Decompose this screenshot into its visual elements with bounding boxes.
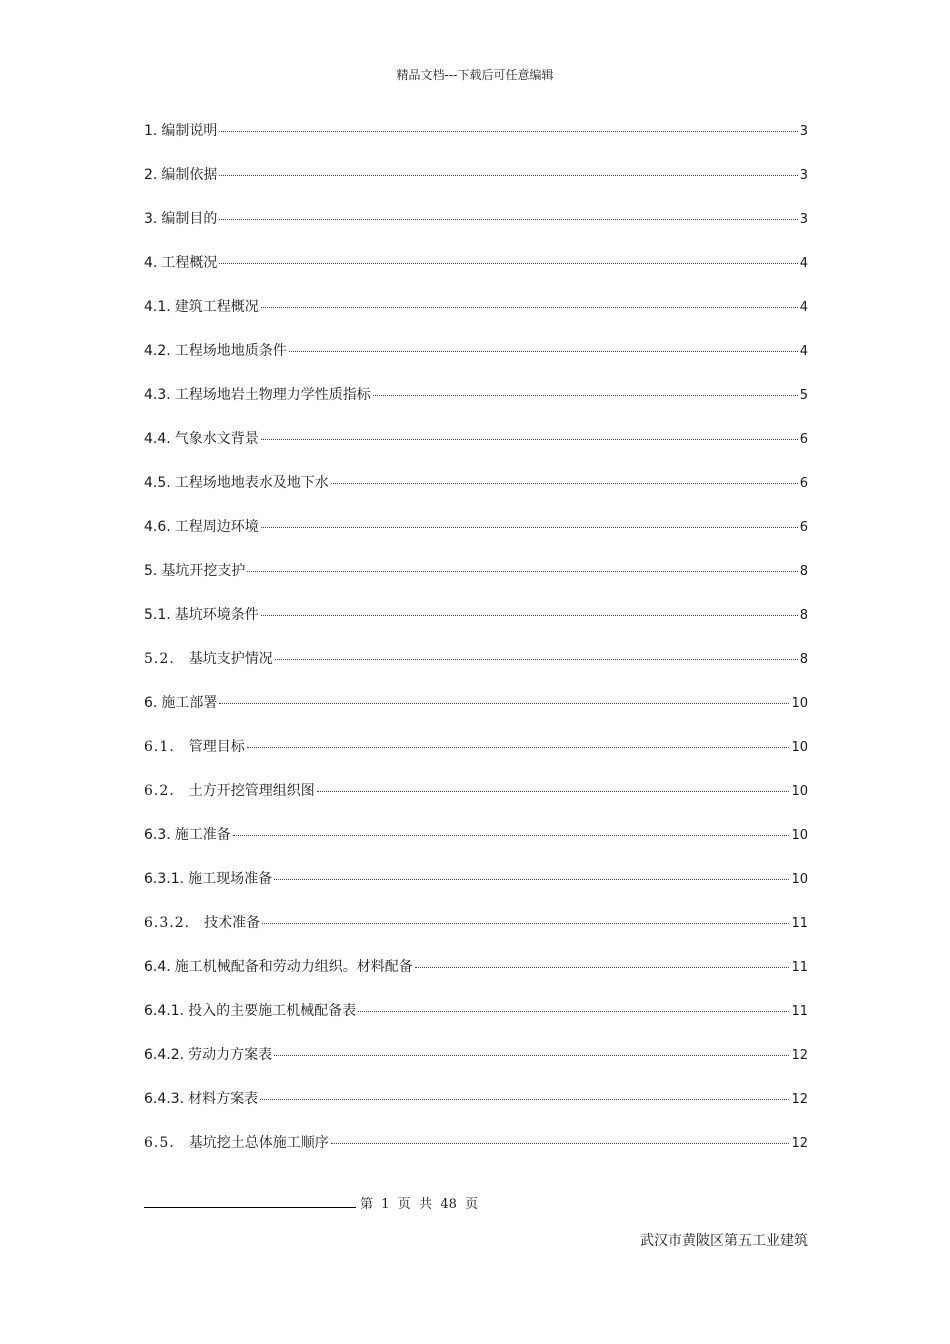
toc-dot-leader — [261, 527, 798, 528]
toc-entry[interactable] — [144, 428, 808, 472]
toc-entry[interactable] — [144, 472, 808, 516]
toc-entry-page: 12 — [791, 1092, 808, 1107]
toc-dot-leader — [262, 923, 789, 924]
toc-entry[interactable] — [144, 692, 808, 736]
toc-entry-title: 工程场地地质条件 — [174, 343, 287, 359]
toc-entry-title: 施工部署 — [161, 695, 218, 711]
toc-entry-title: 工程场地地表水及地下水 — [174, 475, 329, 491]
toc-entry-number: 6.2. — [144, 783, 175, 799]
toc-entry-number: 4.5. — [144, 475, 171, 491]
toc-entry-page: 11 — [791, 916, 808, 931]
toc-entry-page: 6 — [799, 520, 808, 535]
toc-dot-leader — [247, 747, 790, 748]
toc-entry-number: 4.4. — [144, 431, 171, 447]
toc-entry-number: 5.2. — [144, 651, 175, 667]
toc-entry[interactable] — [144, 868, 808, 912]
toc-entry-number: 6.3.2. — [144, 915, 191, 931]
toc-entry-title: 施工现场准备 — [188, 871, 273, 887]
page-header: 精品文档---下载后可任意编辑 — [396, 68, 554, 82]
toc-dot-leader — [289, 351, 798, 352]
toc-entry[interactable] — [144, 824, 808, 868]
toc-entry[interactable] — [144, 956, 808, 1000]
toc-entry[interactable] — [144, 208, 808, 252]
toc-entry-number: 3. — [144, 211, 158, 227]
toc-entry-page: 8 — [799, 652, 808, 667]
toc-entry-page: 10 — [791, 872, 808, 887]
toc-entry-number: 6. — [144, 695, 158, 711]
toc-entry-page: 10 — [791, 828, 808, 843]
toc-entry[interactable] — [144, 120, 808, 164]
toc-entry[interactable] — [144, 1132, 808, 1176]
toc-dot-leader — [331, 1143, 790, 1144]
toc-entry-title: 管理目标 — [188, 739, 245, 755]
toc-entry-number: 5.1. — [144, 607, 171, 623]
toc-entry[interactable] — [144, 780, 808, 824]
toc-entry-page: 3 — [799, 212, 808, 227]
toc-entry-title: 施工准备 — [174, 827, 231, 843]
toc-entry-number: 4.2. — [144, 343, 171, 359]
footer-rule — [144, 1207, 356, 1208]
toc-entry-page: 8 — [799, 564, 808, 579]
toc-entry-title: 投入的主要施工机械配备表 — [188, 1003, 357, 1019]
toc-entry[interactable] — [144, 736, 808, 780]
toc-entry-title: 编制目的 — [161, 211, 218, 227]
toc-entry[interactable] — [144, 604, 808, 648]
toc-entry-title: 编制说明 — [161, 123, 218, 139]
toc-entry[interactable] — [144, 516, 808, 560]
toc-entry-number: 6.4.1. — [144, 1003, 185, 1019]
toc-entry-page: 4 — [799, 300, 808, 315]
toc-entry-page: 10 — [791, 740, 808, 755]
toc-entry-page: 8 — [799, 608, 808, 623]
toc-dot-leader — [260, 1099, 789, 1100]
toc-dot-leader — [233, 835, 790, 836]
toc-entry-page: 3 — [799, 168, 808, 183]
toc-entry-number: 6.5. — [144, 1135, 175, 1151]
toc-entry[interactable] — [144, 648, 808, 692]
toc-entry-page: 11 — [791, 960, 808, 975]
toc-entry-title: 气象水文背景 — [174, 431, 259, 447]
toc-entry[interactable] — [144, 560, 808, 604]
toc-entry-number: 6.4.2. — [144, 1047, 185, 1063]
toc-entry-title: 技术准备 — [204, 915, 261, 931]
toc-entry-number: 2. — [144, 167, 158, 183]
toc-entry-page: 12 — [791, 1048, 808, 1063]
toc-entry-number: 4.1. — [144, 299, 171, 315]
toc-entry-page: 10 — [791, 696, 808, 711]
toc-entry-title: 土方开挖管理组织图 — [188, 783, 315, 799]
toc-entry-title: 工程概况 — [161, 255, 218, 271]
toc-entry-title: 工程场地岩土物理力学性质指标 — [174, 387, 371, 403]
toc-entry-title: 建筑工程概况 — [174, 299, 259, 315]
toc-entry-title: 工程周边环境 — [174, 519, 259, 535]
toc-entry-number: 6.4. — [144, 959, 171, 975]
company-name: 武汉市黄陂区第五工业建筑 — [640, 1233, 808, 1249]
toc-entry[interactable] — [144, 296, 808, 340]
toc-dot-leader — [358, 1011, 789, 1012]
toc-dot-leader — [317, 791, 790, 792]
toc-entry-page: 6 — [799, 476, 808, 491]
toc-entry-page: 11 — [791, 1004, 808, 1019]
toc-dot-leader — [261, 307, 798, 308]
toc-entry-title: 劳动力方案表 — [188, 1047, 273, 1063]
toc-entry-page: 6 — [799, 432, 808, 447]
toc-entry-page: 3 — [799, 124, 808, 139]
toc-entry[interactable] — [144, 1044, 808, 1088]
toc-dot-leader — [261, 615, 798, 616]
toc-dot-leader — [219, 131, 797, 132]
toc-dot-leader — [274, 1055, 789, 1056]
table-of-contents — [144, 120, 808, 1176]
toc-entry-title: 基坑环境条件 — [174, 607, 259, 623]
toc-entry-page: 10 — [791, 784, 808, 799]
toc-dot-leader — [219, 703, 789, 704]
toc-dot-leader — [247, 571, 797, 572]
toc-entry-number: 1. — [144, 123, 158, 139]
toc-entry-number: 5. — [144, 563, 158, 579]
toc-entry-title: 基坑开挖支护 — [161, 563, 246, 579]
toc-entry[interactable] — [144, 252, 808, 296]
toc-entry[interactable] — [144, 340, 808, 384]
toc-dot-leader — [219, 263, 797, 264]
toc-dot-leader — [331, 483, 798, 484]
toc-entry-title: 施工机械配备和劳动力组织。材料配备 — [174, 959, 413, 975]
toc-dot-leader — [219, 219, 797, 220]
toc-entry-title: 编制依据 — [161, 167, 218, 183]
toc-entry-title: 基坑支护情况 — [188, 651, 273, 667]
toc-entry-page: 4 — [799, 344, 808, 359]
toc-dot-leader — [261, 439, 798, 440]
toc-entry-number: 4.6. — [144, 519, 171, 535]
toc-entry-number: 6.3. — [144, 827, 171, 843]
toc-dot-leader — [275, 659, 798, 660]
toc-entry-number: 4.3. — [144, 387, 171, 403]
toc-entry-title: 材料方案表 — [188, 1091, 259, 1107]
toc-entry[interactable] — [144, 384, 808, 428]
toc-entry-number: 6.4.3. — [144, 1091, 185, 1107]
toc-entry[interactable] — [144, 1000, 808, 1044]
toc-dot-leader — [274, 879, 789, 880]
page-number: 第 1 页 共 48 页 — [360, 1197, 479, 1212]
toc-entry-page: 4 — [799, 256, 808, 271]
toc-entry-page: 5 — [799, 388, 808, 403]
toc-entry[interactable] — [144, 164, 808, 208]
toc-entry[interactable] — [144, 1088, 808, 1132]
toc-entry-number: 6.3.1. — [144, 871, 185, 887]
toc-entry[interactable] — [144, 912, 808, 956]
toc-dot-leader — [219, 175, 797, 176]
toc-entry-page: 12 — [791, 1136, 808, 1151]
toc-entry-title: 基坑挖土总体施工顺序 — [188, 1135, 329, 1151]
toc-entry-number: 6.1. — [144, 739, 175, 755]
toc-dot-leader — [415, 967, 790, 968]
toc-entry-number: 4. — [144, 255, 158, 271]
toc-dot-leader — [373, 395, 798, 396]
